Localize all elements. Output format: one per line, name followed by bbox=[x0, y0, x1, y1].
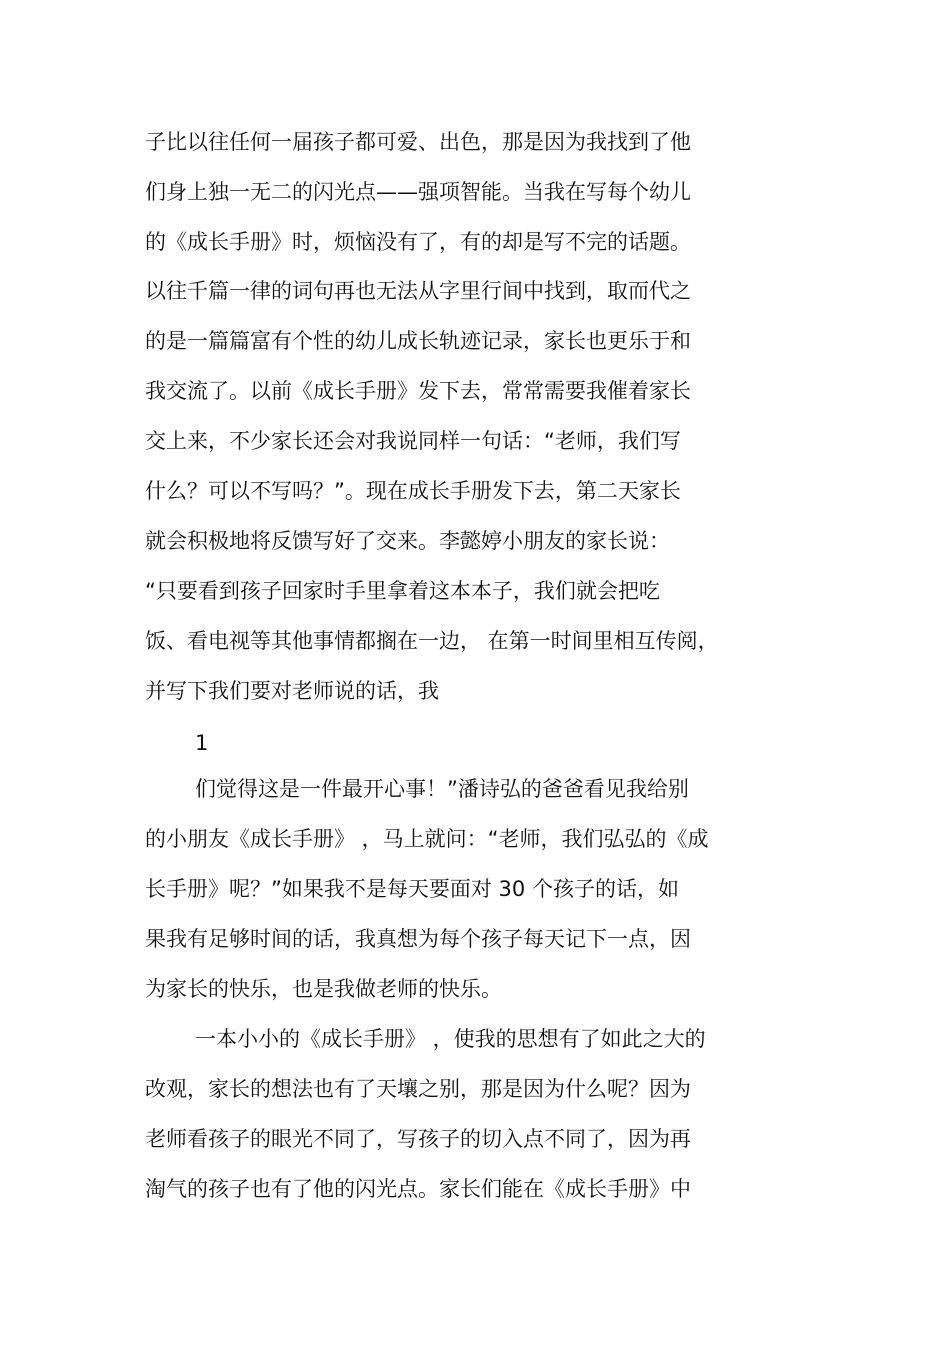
text-line: 们身上独一无二的闪光点——强项智能。当我在写每个幼儿 bbox=[145, 180, 691, 204]
text-line: 饭、看电视等其他事情都搁在一边， 在第一时间里相互传阅， bbox=[145, 629, 719, 653]
text-line: 改观，家长的想法也有了天壤之别，那是因为什么呢？因为 bbox=[145, 1077, 691, 1101]
text-line: 什么？可以不写吗？”。现在成长手册发下去，第二天家长 bbox=[145, 479, 681, 503]
text-line: 为家长的快乐，也是我做老师的快乐。 bbox=[145, 977, 502, 1001]
text-line: 淘气的孩子也有了他的闪光点。家长们能在《成长手册》中 bbox=[145, 1177, 691, 1201]
text-line: 的《成长手册》时，烦恼没有了，有的却是写不完的话题。 bbox=[145, 230, 691, 254]
text-line: 的是一篇篇富有个性的幼儿成长轨迹记录，家长也更乐于和 bbox=[145, 329, 691, 353]
text-line: 们觉得这是一件最开心事！”潘诗弘的爸爸看见我给别 bbox=[195, 777, 689, 801]
text-line: “只要看到孩子回家时手里拿着这本本子，我们就会把吃 bbox=[145, 579, 660, 603]
text-line: 就会积极地将反馈写好了交来。李懿婷小朋友的家长说： bbox=[145, 529, 670, 553]
text-line: 果我有足够时间的话，我真想为每个孩子每天记下一点，因 bbox=[145, 927, 691, 951]
page-number: 1 bbox=[195, 731, 209, 755]
text-line: 并写下我们要对老师说的话，我 bbox=[145, 679, 439, 703]
text-line: 长手册》呢？”如果我不是每天要面对 30 个孩子的话，如 bbox=[145, 877, 679, 901]
text-line: 子比以往任何一届孩子都可爱、出色，那是因为我找到了他 bbox=[145, 130, 691, 154]
text-line: 我交流了。以前《成长手册》发下去，常常需要我催着家长 bbox=[145, 379, 691, 403]
text-line: 一本小小的《成长手册》 ，使我的思想有了如此之大的 bbox=[195, 1027, 706, 1051]
text-line: 以往千篇一律的词句再也无法从字里行间中找到，取而代之 bbox=[145, 279, 691, 303]
text-line: 老师看孩子的眼光不同了，写孩子的切入点不同了，因为再 bbox=[145, 1127, 691, 1151]
text-line: 的小朋友《成长手册》 ，马上就问：“老师，我们弘弘的《成 bbox=[145, 827, 709, 851]
text-line: 交上来，不少家长还会对我说同样一句话：“老师，我们写 bbox=[145, 429, 681, 453]
